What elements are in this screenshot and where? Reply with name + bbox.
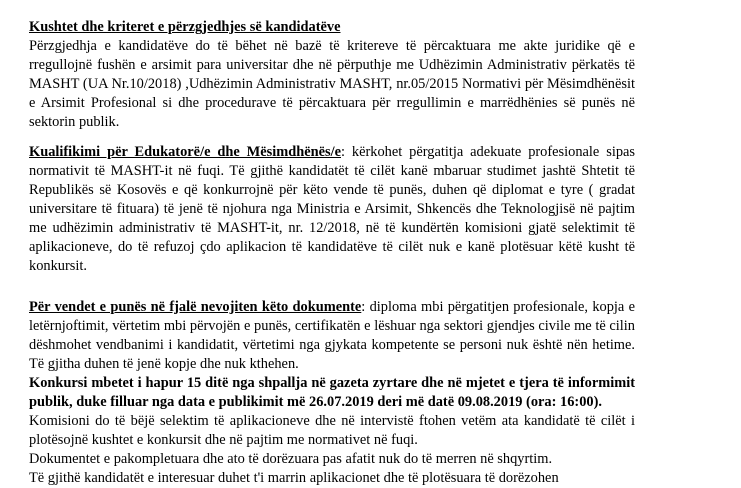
- spacer: [29, 132, 635, 143]
- document-page: [29, 18, 635, 488]
- deadline-notice: Konkursi mbetet i hapur 15 ditë nga shpallja në gazeta zyrtare dhe në mjetet e tjera të informimit publik, duke filluar nga data e publikimit më 26.07.2019 deri më datë 09.08.2019 (ora: 16:00).: [29, 375, 635, 410]
- criteria-section: [29, 18, 635, 132]
- criteria-heading: Kushtet dhe kriteret e përzgjedhjes së kandidatëve: [29, 19, 341, 35]
- documents-text: : diploma mbi përgatitjen profesionale, kopja e letërnjoftimit, vërtetim mbi përvojën e punës, certifikatën e lëshuar nga sektori gjendjes civile me të cilin dëshmohet vendbanimi i kandidatit, vërtetimi nga gjykata kompetente se personi nuk është nën hetime. Të gjitha duhen të jenë kopje dhe nuk kthehen.: [29, 299, 635, 372]
- qualification-text: : kërkohet përgatitja adekuate profesionale sipas normativit të MASHT-it në fuqi. Të gjithë kandidatët të cilët kanë mbaruar studimet jashtë Shtetit të Republikës së Kosovës e që konkurrojnë për këto vende të punës, duhen që diplomat e tyre ( gradat universitare të fituara) të jenë të njohura nga Ministria e Arsimit, Shkencës dhe Teknologjisë në pajtim me udhëzimin administrativ të MASHT-it, nr. 12/2018, në të kundërtën komisioni gjatë selektimit të aplikacioneve, do të refuzoj çdo aplikacion të kandidatëve të cilët nuk e kanë plotësuar këtë kusht të konkursit.: [29, 144, 636, 274]
- selection-line-3: Të gjithë kandidatët e interesuar duhet t'i marrin aplikacionet dhe të plotësuara të dorëzohen: [29, 470, 559, 486]
- qualification-heading: Kualifikimi për Edukatorë/e dhe Mësimdhënës/e: [29, 144, 341, 160]
- selection-line-1: Komisioni do të bëjë selektim të aplikacioneve dhe në intervistë ftohen vetëm ata kandidatë të cilët i plotësojnë kushtet e konkursit dhe në pajtim me normativet në fuqi.: [29, 413, 635, 448]
- documents-heading: Për vendet e punës në fjalë nevojiten këto dokumente: [29, 299, 362, 315]
- documents-section: [29, 298, 635, 374]
- selection-line-2: Dokumentet e pakompletuara dhe ato të dorëzuara pas afatit nuk do të merren në shqyrtim.: [29, 451, 553, 467]
- qualification-section: [29, 143, 635, 276]
- criteria-text: Përzgjedhja e kandidatëve do të bëhet në bazë të kritereve të përcaktuara me akte juridike që e rregullojnë fushën e arsimit para universitar dhe në përputhje me Udhëzimin Administrativ përkatës të MASHT (UA Nr.10/2018) ,Udhëzimin Administrativ MASHT, nr.05/2015 Normativi për Mësimdhënësit e Arsimit Profesional si dhe procedurave të përcaktuara për rregullimin e marrëdhënies së punës në sektorin publik.: [29, 38, 635, 130]
- spacer: [29, 276, 635, 298]
